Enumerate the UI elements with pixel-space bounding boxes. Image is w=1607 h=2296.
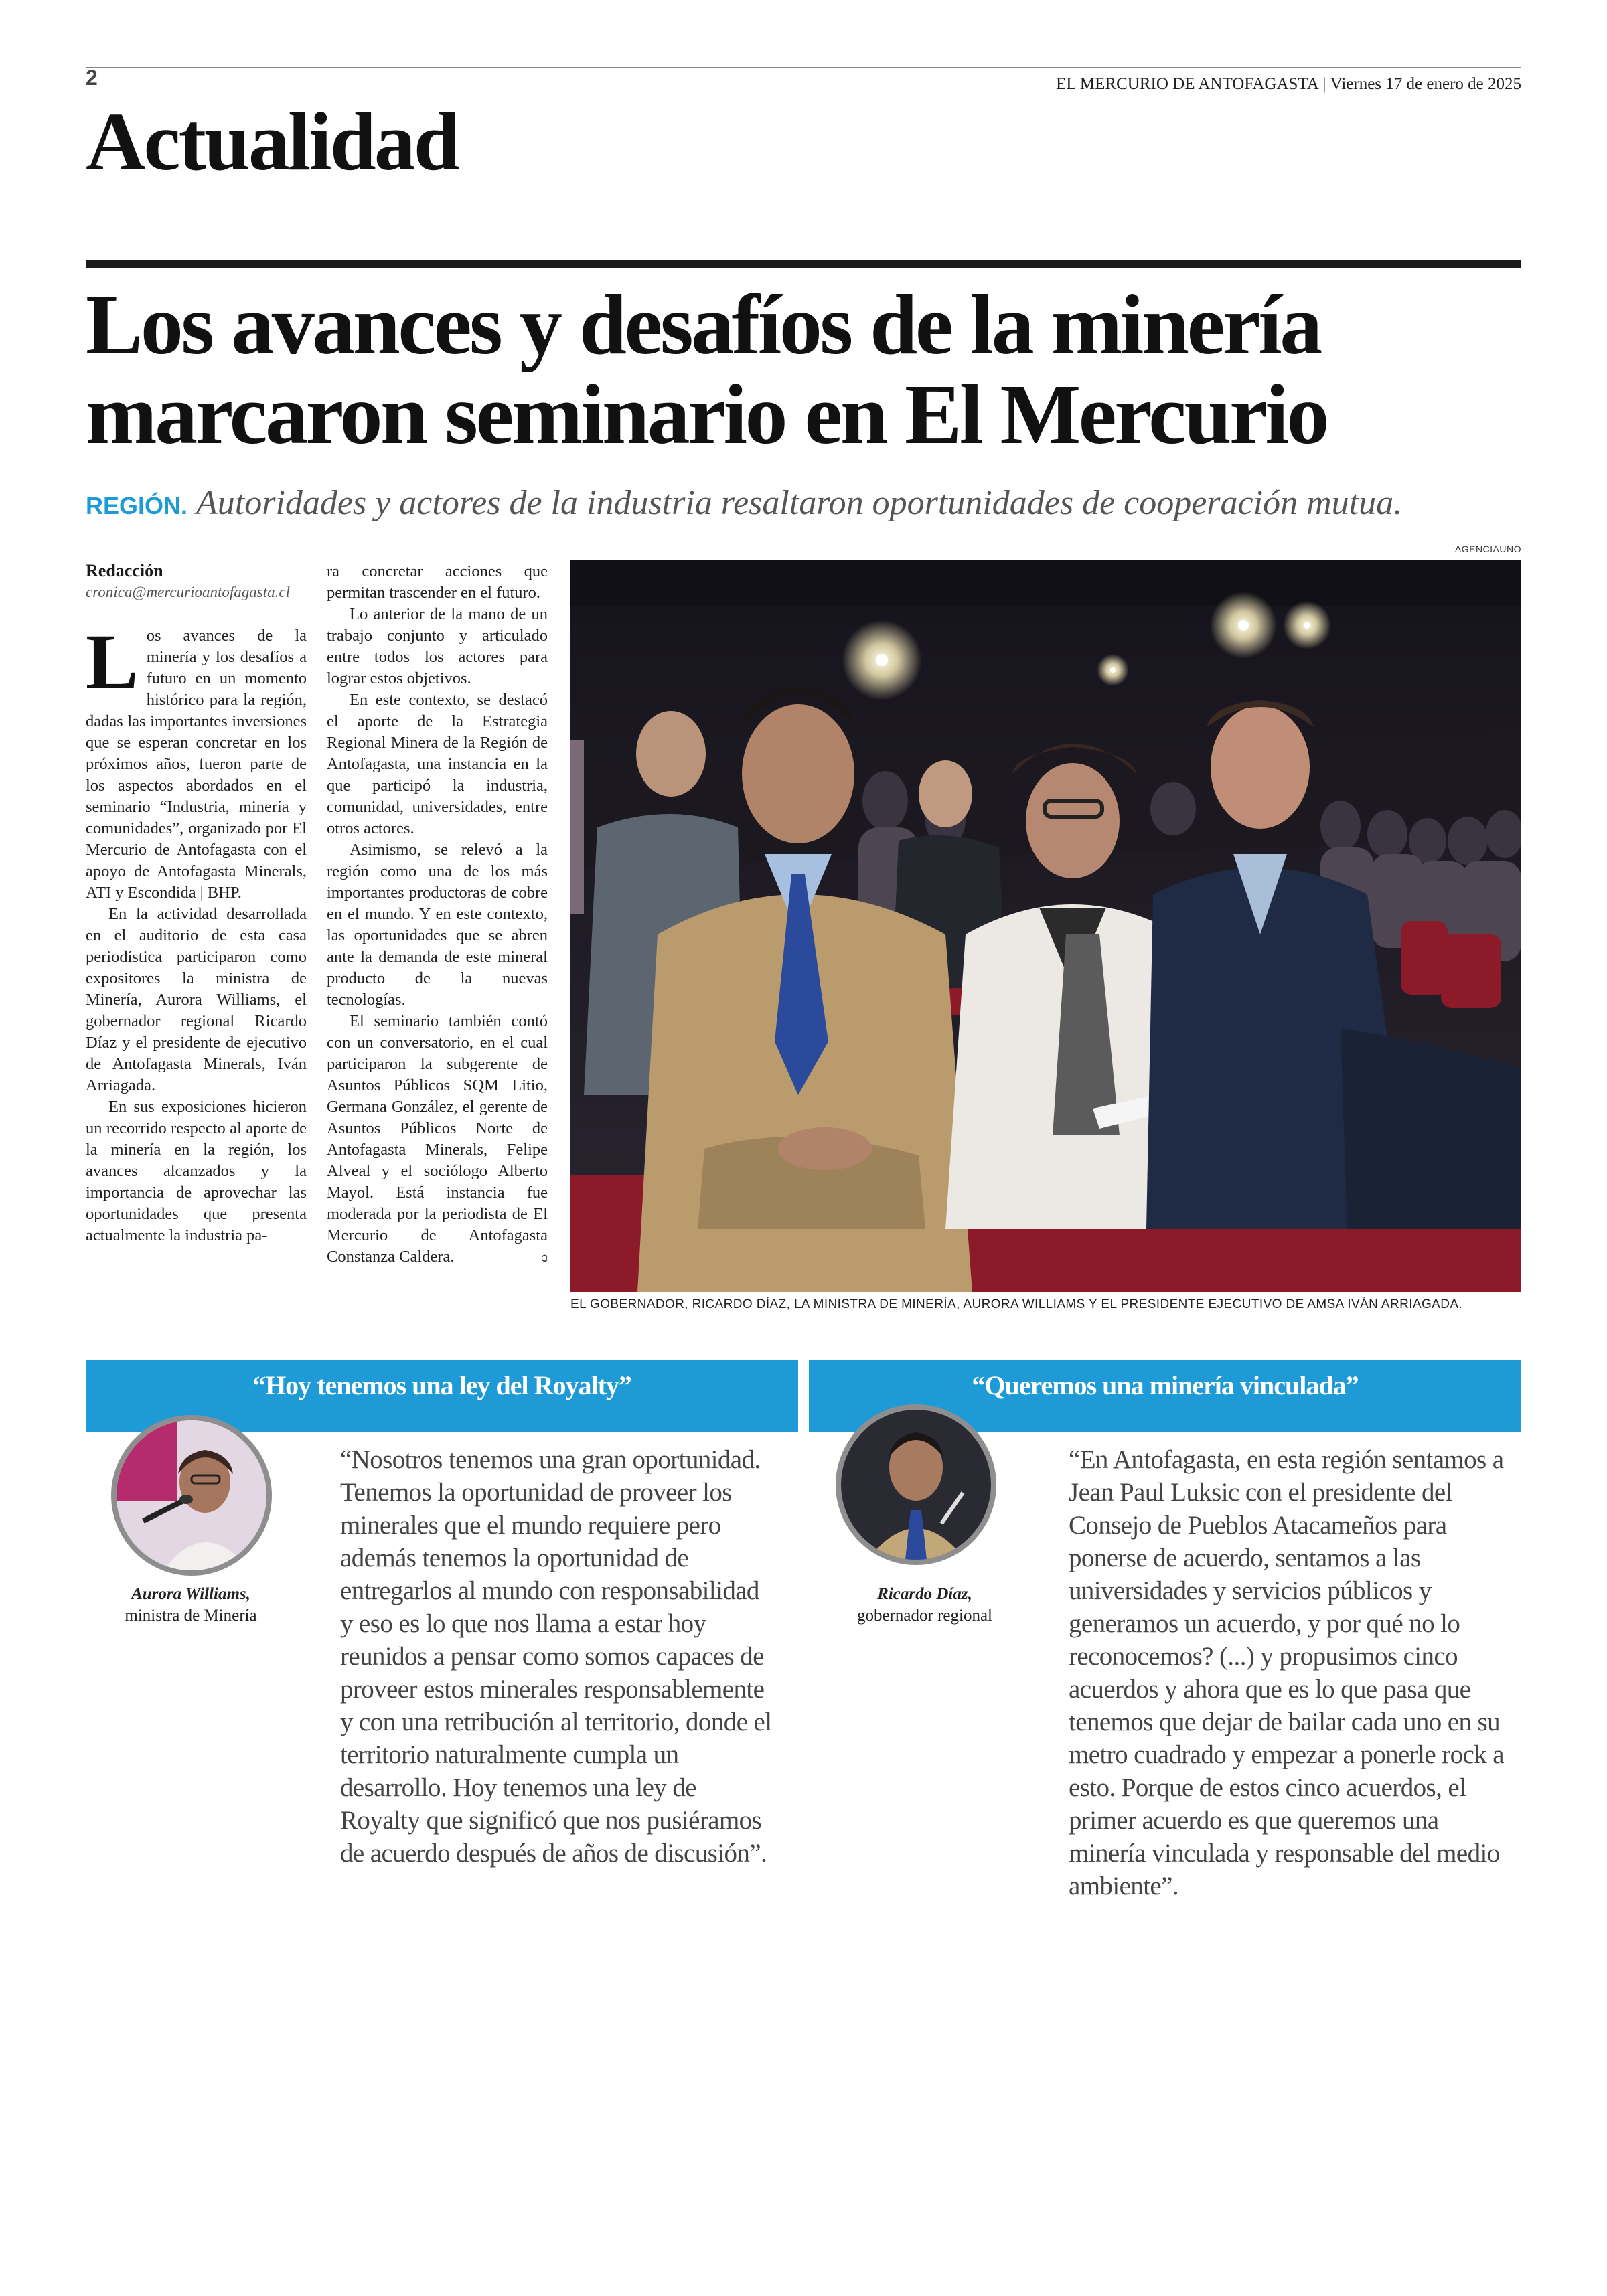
headline	[86, 277, 1521, 462]
section-title: Actualidad	[86, 96, 458, 187]
body-paragraph: Asimismo, se relevó a la región como una de los más importantes productoras de cobre en el mundo. Y en este contexto, las oportunidades que se abren ante la demanda de este mineral producto de la nuevas tecnologías.	[327, 841, 548, 1009]
person-name: Ricardo Díaz,	[877, 1585, 972, 1603]
masthead-separator: |	[1322, 75, 1326, 93]
deck	[86, 483, 1521, 523]
portrait-illustration	[117, 1420, 266, 1570]
quote-text-left: “Nosotros tenemos una gran oportunidad. Tenemos la oportunidad de proveer los minerales que el mundo requiere pero además tenemos la oportunidad de entregarlos al mundo con responsabilidad y eso es lo que nos llama a estar hoy reunidos a pensar como somos capaces de proveer estos minerales responsablemente y con una retribución al territorio, donde el territorio naturalmente cumpla un desarrollo. Hoy tenemos una ley de Royalty que significó que nos pusiéramos de acuerdo después de años de discusión”.	[340, 1445, 772, 1868]
person-role: ministra de Minería	[125, 1607, 257, 1625]
person-name: Aurora Williams,	[131, 1585, 250, 1603]
publication-date: Viernes 17 de enero de 2025	[1330, 75, 1521, 93]
summary: Autoridades y actores de la industria resaltaron oportunidades de cooperación mutua.	[196, 484, 1403, 522]
body-paragraph: En sus exposiciones hicieron un recorrido respecto al aporte de la minería en la región, los avances alcanzados y la importancia de aprovechar las oportunidades que presenta actualmente la industria pa-	[86, 1098, 307, 1244]
section-divider	[86, 260, 1521, 268]
portrait-ricardo-diaz	[836, 1404, 996, 1565]
seminar-audience-illustration	[570, 560, 1521, 1292]
portrait-aurora-williams	[111, 1415, 272, 1576]
body-paragraph: El seminario también contó con un conversatorio, en el cual participaron la subgerente de Asuntos Públicos SQM Litio, Germana González, el gerente de Asuntos Públicos Norte de Antofagasta Minerals, Felipe Alveal y el sociólogo Alberto Mayol. Está instancia fue moderada por la periodista de El Mercurio de Antofagasta Constanza Caldera. ɞ	[327, 1011, 548, 1268]
body-paragraph: Lo anterior de la mano de un trabajo conjunto y articulado entre todos los actores para lograr estos objetivos.	[327, 605, 548, 687]
end-mark-icon: ɞ	[541, 1248, 548, 1265]
publication-name: EL MERCURIO DE ANTOFAGASTA	[1056, 75, 1319, 93]
masthead	[1056, 75, 1521, 94]
quote-title-bar-right: “Queremos una minería vinculada”	[809, 1360, 1521, 1432]
page-number: 2	[86, 66, 98, 90]
portrait-caption-left	[94, 1584, 288, 1627]
kicker: REGIÓN.	[86, 492, 188, 519]
header-rule	[86, 67, 1521, 68]
body-paragraph: ra concretar acciones que permitan trascender en el futuro.	[327, 562, 548, 602]
body-column-1	[86, 618, 307, 1246]
portrait-illustration	[841, 1410, 991, 1560]
quote-title-bar-left: “Hoy tenemos una ley del Royalty”	[86, 1360, 798, 1432]
body-paragraph: En la actividad desarrollada en el auditorio de esta casa periodística participaron como expositores la ministra de Minería, Aurora Williams, el gobernador regional Ricardo Díaz y el presidente de ejecutivo de Antofagasta Minerals, Iván Arriagada.	[86, 905, 307, 1094]
byline	[86, 561, 307, 601]
body-paragraph: En este contexto, se destacó el aporte de la Estrategia Regional Minera de la Región de Antofagasta, una instancia en la que participó la industria, comunidad, universidades, entre otros actores.	[327, 691, 548, 837]
main-photo	[570, 560, 1521, 1292]
author-email[interactable]: cronica@mercurioantofagasta.cl	[86, 584, 290, 600]
drop-cap: L	[86, 618, 139, 706]
body-paragraph: Los avances de la minería y los desafíos a futuro en un momento histórico para la región, dadas las importantes inversiones que se esperan concretar en los próximos años, fueron parte de los aspectos abordados en el seminario “Industria, minería y comunidades”, organizado por El Mercurio de Antofagasta con el apoyo de Antofagasta Minerals, ATI y Escondida | BHP.	[86, 618, 307, 902]
portrait-caption-right	[828, 1584, 1022, 1627]
headline-line-2: marcaron seminario en El Mercurio	[86, 367, 1327, 462]
headline-line-1: Los avances y desafíos de la minería	[86, 277, 1320, 372]
photo-credit: AGENCIAUNO	[1454, 544, 1521, 554]
quote-text-right: “En Antofagasta, en esta región sentamos a Jean Paul Luksic con el presidente del Consejo de Pueblos Atacameños para ponerse de acuerdo, sentamos a las universidades y servicios públicos y generamos un acuerdo, y por qué no lo reconocemos? (...) y propusimos cinco acuerdos y ahora que es lo que pasa que tenemos que dejar de bailar cada uno en su metro cuadrado y empezar a ponerle rock a esto. Porque de estos cinco acuerdos, el primer acuerdo es que queremos una minería vinculada y responsable del medio ambiente”.	[1069, 1445, 1504, 1900]
person-role: gobernador regional	[856, 1607, 992, 1625]
body-column-2	[327, 561, 548, 1268]
photo-caption: EL GOBERNADOR, RICARDO DÍAZ, LA MINISTRA DE MINERÍA, AURORA WILLIAMS Y EL PRESIDENTE EJECUTIVO DE AMSA IVÁN ARRIAGADA.	[570, 1297, 1463, 1311]
author: Redacción	[86, 561, 163, 580]
